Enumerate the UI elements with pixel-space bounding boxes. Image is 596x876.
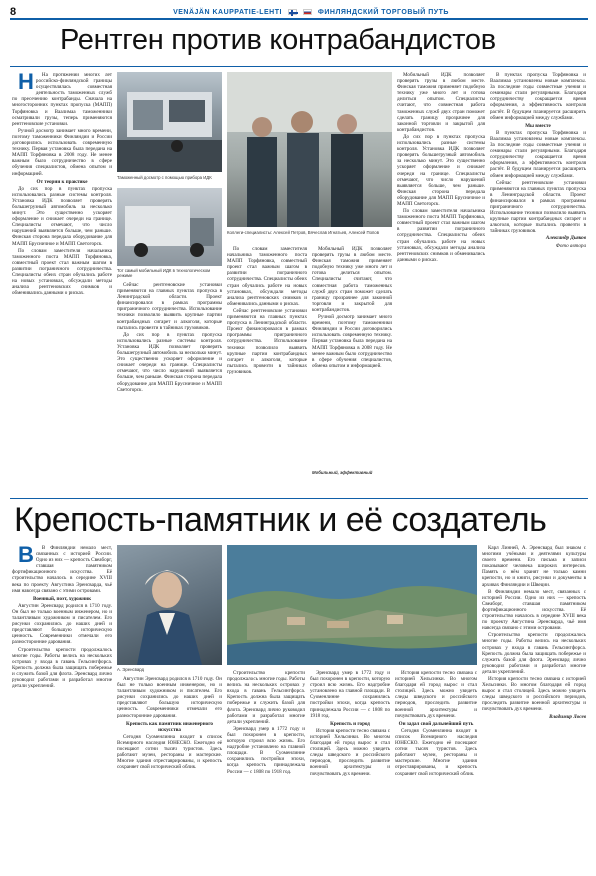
article1-col6-text-b: В пунктах пропуска Торфяновка и Ваалимаа установлены новые комплексы. За последние годы совместные учения и семинары стали регулярными. Благодаря сотрудничеству сокращается время оформления, а эффективность контроля растёт. В будущем планируется расширить обмен информацией между службами. <box>490 129 586 179</box>
article1-col2-text-b: До сих пор в пунктах пропуска использовались разные системы контроля. Установка ИДК позволяет проверять большегрузный автомобиль за несколько минут. Это существенно ускоряет оформление и снижает очереди на границе. Специалисты отмечают, что число нарушений выявляется больше, чем раньше. Финская сторона передала оборудование для МАПП Брусничное и МАПП Светогорск. <box>397 133 485 207</box>
article1-column-1 <box>12 72 112 492</box>
article1-col3-text-b: По словам заместителя начальника таможенного поста МАПП Торфяновка, совместный проект стал важным шагом в развитии пограничного сотрудничества. Специалисты обеих стран обучались работе на новых установках, обсуждали методы анализа рентгеновских снимков и обменивались данными о рисках. <box>227 246 307 307</box>
article2-col3-text: Строительство крепости продолжалось многие годы. Работы велись на нескольких островах у входа в гавань Гельсингфорса. Крепость должна была защищать побережье и служить базой для флота. Эренсвард лично руководил работами и разработал многие детали укреплений. <box>12 646 112 690</box>
article1-headline: Рентген против контрабандистов <box>60 24 496 56</box>
fortress-aerial-photo <box>227 545 477 665</box>
caption-mobile-effective: Мобильный, эффективный <box>312 470 373 475</box>
article1-col3-text-c: По словам заместителя начальника таможенного поста МАПП Торфяновка, совместный проект стал важным шагом в развитии пограничного сотрудничества. Специалисты обеих стран обучались работе на новых установках, обсуждали методы анализа рентгеновских снимков и обменивались данными о рисках. <box>397 208 485 263</box>
article2-col4-text-b: Сегодня Суоменлинна входит в список Всемирного наследия ЮНЕСКО. Ежегодно её посещают сотни тысяч туристов. Здесь работают музеи, рестораны и мастерские. Многие здания отреставрированы, и крепость сохраняет свой исторический облик. <box>395 727 477 777</box>
dropcap: Н <box>18 72 34 94</box>
article1-col4-repeat: До сих пор в пунктах пропуска использовались разные системы контроля. Установка ИДК позволяет проверять большегрузный автомобиль за несколько минут. Это существенно ускоряет оформление и снижает очереди на границе. Специалисты отмечают, что число нарушений выявляется больше, чем раньше. Финская сторона передала оборудование для МАПП Брусничное и МАПП Светогорск. <box>117 331 222 393</box>
article1-col4-text-c: Сейчас рентгеновские установки применяются на главных пунктах пропуска в Ленинградской области. Проект финансировался в рамках программы приграничного сотрудничества. Использование техники позволило выявить крупные партии контрабандных сигарет и алкоголя, которые пытались провезти в тайниках грузовиков. <box>490 179 586 235</box>
article2-column-1 <box>12 545 112 870</box>
article2-column-3 <box>227 670 305 870</box>
photo-caption-2: Коллеги-специалисты: Алексей Петров, Вячеслав Игнатьев, Алексей Попов <box>227 230 379 235</box>
header-left-title: VENÄJÄN KAUPPATIE-LEHTI <box>173 8 282 16</box>
article2-column-4 <box>310 670 390 870</box>
portrait-caption: А. Эренсвард <box>117 667 145 672</box>
article1-subheading-1: От теории к практике <box>36 178 88 185</box>
article2-col4-text: Сегодня Суоменлинна входит в список Всемирного наследия ЮНЕСКО. Ежегодно её посещают сотни тысяч туристов. Здесь работают музеи, рестораны и мастерские. Многие здания отреставрированы, и крепость сохраняет свой исторический облик. <box>117 733 222 771</box>
author-signature-1: Александр Дьяков <box>545 235 586 242</box>
colleagues-photo <box>227 72 392 227</box>
article1-col1b-text: Ручной досмотр занимает много времени, поэтому таможенники Финляндии и России договорились использовать современную технику. Первая установка была передана на МАПП Торфяновка в 2008 году. Не менее важным было сотрудничество в сфере обучения специалистов, обмена опытом и информацией. <box>12 127 112 177</box>
article2-subheading-3: Крепость и город <box>330 720 370 727</box>
article1-col3-text: По словам заместителя начальника таможенного поста МАПП Торфяновка, совместный проект стал важным шагом в развитии пограничного сотрудничества. Специалисты обеих стран обучались работе на новых установках, обсуждали методы анализа рентгеновских снимков и обменивались данными о рисках. <box>12 247 112 297</box>
article2-subheading-4: Он задал свой дальнейший путь <box>398 720 474 727</box>
newspaper-title <box>34 9 588 16</box>
article2-col3-text-c: Строительство крепости продолжалось многие годы. Работы велись на нескольких островах у входа в гавань Гельсингфорса. Крепость должна была защищать побережье и служить базой для флота. Эренсвард лично руководил работами и разработал многие детали укреплений. <box>482 632 586 675</box>
article1-subheading-2: Мы вместе <box>525 122 551 129</box>
photo-caption-1: Таможенный досмотр с помощью прибора ИДК <box>117 175 212 180</box>
article1-column-2 <box>117 282 222 492</box>
finland-flag-icon <box>288 9 297 15</box>
article2-col2-text-b: Августин Эренсвард родился в 1710 году. Он был не только военным инженером, но и талантливым художником и писателем. Его рисунки сохранились до наших дней и представляют большую историческую ценность. Современники отмечали его разносторонние дарования. <box>117 676 222 719</box>
mobile-scanner-photo <box>117 188 222 266</box>
article1-column-6 <box>490 72 586 492</box>
dropcap-2: В <box>18 545 34 567</box>
page-header <box>10 6 588 20</box>
article2-column-2 <box>117 676 222 870</box>
article2-col6-text-b: История крепости тесно связана с историей Хельсинки. Во многом благодаря ей город вырос и стал столицей. Здесь можно увидеть следы шведского и российского периодов, проследить развитие военной архитектуры и почувствовать дух времени. <box>395 670 477 719</box>
article1-col5-text: Мобильный ИДК позволяет проверять грузы в любом месте. Финская таможня применяет подобную технику уже много лет и готова делиться опытом. Специалисты считают, что совместная работа таможенных служб двух стран поможет сделать границу прозрачнее для законной торговли и закрытой для контрабандистов. <box>397 72 485 133</box>
article1-rule <box>10 66 588 67</box>
xray-scanner-photo <box>117 72 222 172</box>
article2-subheading-1: Военный, поэт, художник <box>32 595 92 602</box>
article2-top-rule <box>10 498 588 499</box>
portrait-painting <box>117 545 222 665</box>
article2-column-6 <box>482 545 586 870</box>
article2-col1-text-b: В Финляндии немало мест, связанных с историей России. Одно из них — крепость Свеаборг, ставшая памятником фортификационного искусства. Её строительство началось в середине XVIII века по проекту Августина Эренсварда, чьё имя навсегда связано с этими островами. <box>482 588 586 632</box>
article2-col1-text: В Финляндии немало мест, связанных с историей России. Одно из них — крепость Свеаборг, ставшая памятником фортификационного искусства. Её строительство началось в середине XVIII века по проекту Августина Эренсварда, чьё имя навсегда связано с этими островами. <box>12 545 112 594</box>
article1-col4-text: Сейчас рентгеновские установки применяются на главных пунктах пропуска в Ленинградской области. Проект финансировался в рамках программы приграничного сотрудничества. Использование техники позволило выявить крупные партии контрабандных сигарет и алкоголя, которые пытались провезти в тайниках грузовиков. <box>117 282 222 331</box>
photo-caption-3: Тот самый мобильный ИДК в технологическом режиме <box>117 268 211 278</box>
header-right-title: ФИНЛЯНДСКИЙ ТОРГОВЫЙ ПУТЬ <box>317 8 449 16</box>
article1-column-3 <box>227 246 307 492</box>
article2-column-5 <box>395 670 477 870</box>
article2-col2-text: Августин Эренсвард родился в 1710 году. Он был не только военным инженером, но и талантливым художником и писателем. Его рисунки сохранились до наших дней и представляют большую историческую ценность. Современники отмечали его разносторонние дарования. <box>12 602 112 646</box>
article1-col1b-text-b: Ручной досмотр занимает много времени, поэтому таможенники Финляндии и России договорились использовать современную технику. Первая установка была передана на МАПП Торфяновка в 2008 году. Не менее важным было сотрудничество в сфере обучения специалистов, обмена опытом и информацией. <box>312 314 392 369</box>
russia-flag-icon <box>303 9 312 15</box>
article2-col3-text-b: Строительство крепости продолжалось многие годы. Работы велись на нескольких островах у входа в гавань Гельсингфорса. Крепость должна была защищать побережье и служить базой для флота. Эренсвард лично руководил работами и разработал многие детали укреплений. <box>227 670 305 725</box>
article2-headline: Крепость-памятник и её создатель <box>14 501 547 539</box>
article1-col5-text-a: Мобильный ИДК позволяет проверять грузы в любом месте. Финская таможня применяет подобную технику уже много лет и готова делиться опытом. Специалисты считают, что совместная работа таможенных служб двух стран поможет сделать границу прозрачнее для законной торговли и закрытой для контрабандистов. <box>312 246 392 313</box>
article2-col6-text-c: История крепости тесно связана с историей Хельсинки. Во многом благодаря ей город вырос и стал столицей. Здесь можно увидеть следы шведского и российского периодов, проследить развитие военной архитектуры и почувствовать дух времени. <box>482 675 586 713</box>
article1-col4-text-b: Сейчас рентгеновские установки применяются на главных пунктах пропуска в Ленинградской области. Проект финансировался в рамках программы приграничного сотрудничества. Использование техники позволило выявить крупные партии контрабандных сигарет и алкоголя, которые пытались провезти в тайниках грузовиков. <box>227 307 307 375</box>
author-signature-2: Владимир Лосев <box>549 713 586 720</box>
article1-column-5 <box>397 72 485 492</box>
page-number: 8 <box>10 6 17 18</box>
article1-column-4 <box>312 246 392 492</box>
photo-credit-1: Фото автора <box>555 242 586 249</box>
article2-col5-text: Эренсвард умер в 1772 году и был похоронен в крепости, которую строил всю жизнь. Его надгробие установлено на главной площади. В Суоменлинне сохранились постройки эпохи, когда крепость принадлежала России — с 1808 по 1918 год. <box>227 725 305 775</box>
article1-col1-text: На протяжении многих лет российско-финляндской границы осуществлялась совместная деятельность таможенных служб по пресечению контрабанды. Сначала на многосторонних пунктах пропуска (МАПП) Торфяновка и Ваалимаа таможенники осматривали грузы, теперь применяются рентгеновские установки. <box>12 72 112 127</box>
article2-col7-text: Карл Линней, А. Эренсвард был знаком с многими учёными и деятелями культуры своего времени. Его письма и записи показывают человека широких интересов. Память о нём хранят не только камни крепости, но и книги, рисунки и документы в архивах Финляндии и Швеции. <box>482 545 586 588</box>
article1-col2-text: До сих пор в пунктах пропуска использовались разные системы контроля. Установка ИДК позволяет проверять большегрузный автомобиль за несколько минут. Это существенно ускоряет оформление и снижает очереди на границе. Специалисты отмечают, что число нарушений выявляется больше, чем раньше. Финская сторона передала оборудование для МАПП Брусничное и МАПП Светогорск. <box>12 185 112 247</box>
article2-col6-text: История крепости тесно связана с историей Хельсинки. Во многом благодаря ей город вырос и стал столицей. Здесь можно увидеть следы шведского и российского периодов, проследить развитие военной архитектуры и почувствовать дух времени. <box>310 727 390 777</box>
article2-subheading-2: Крепость как памятник инженерного искусства <box>126 720 213 733</box>
article1-col6-text: В пунктах пропуска Торфяновка и Ваалимаа установлены новые комплексы. За последние годы совместные учения и семинары стали регулярными. Благодаря сотрудничеству сокращается время оформления, а эффективность контроля растёт. В будущем планируется расширить обмен информацией между службами. <box>490 72 586 121</box>
article2-col5-text-b: Эренсвард умер в 1772 году и был похоронен в крепости, которую строил всю жизнь. Его надгробие установлено на главной площади. В Суоменлинне сохранились постройки эпохи, когда крепость принадлежала России — с 1808 по 1918 год. <box>310 670 390 719</box>
